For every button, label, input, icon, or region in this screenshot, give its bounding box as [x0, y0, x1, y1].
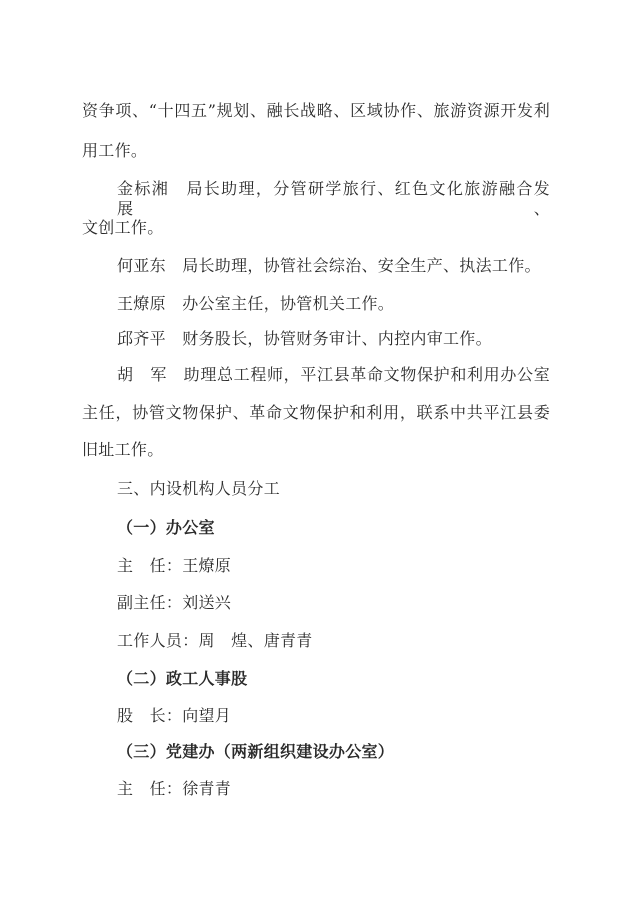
paragraph-line: 金标湘 局长助理，分管研学旅行、红色文化旅游融合发展、 [117, 179, 550, 218]
paragraph-line: 何亚东 局长助理，协管社会综治、安全生产、执法工作。 [117, 256, 541, 275]
party-director: 主 任：徐青青 [117, 779, 232, 798]
paragraph-line: 胡 军 助理总工程师，平江县革命文物保护和利用办公室 [117, 365, 550, 384]
paragraph-line: 旧址工作。 [82, 440, 164, 459]
paragraph-line: 资争项、“十四五”规划、融长战略、区域协作、旅游资源开发利 [82, 101, 550, 120]
paragraph-line: 王燎原 办公室主任，协管机关工作。 [117, 294, 395, 313]
office-deputy: 副主任：刘送兴 [117, 593, 232, 612]
section-heading: 三、内设机构人员分工 [117, 479, 281, 498]
paragraph-line: 主任，协管文物保护、革命文物保护和利用，联系中共平江县委 [82, 403, 550, 422]
subsection-heading-party: （三）党建办（两新组织建设办公室） [117, 742, 395, 761]
paragraph-line: 邱齐平 财务股长，协管财务审计、内控内审工作。 [117, 329, 492, 348]
paragraph-line: 用工作。 [82, 141, 148, 160]
subsection-heading-personnel: （二）政工人事股 [117, 669, 248, 688]
subsection-heading-office: （一）办公室 [117, 518, 215, 537]
office-staff: 工作人员：周 煌、唐青青 [117, 631, 313, 650]
office-director: 主 任：王燎原 [117, 556, 232, 575]
personnel-head: 股 长：向望月 [117, 706, 232, 725]
paragraph-line: 文创工作。 [82, 218, 164, 237]
